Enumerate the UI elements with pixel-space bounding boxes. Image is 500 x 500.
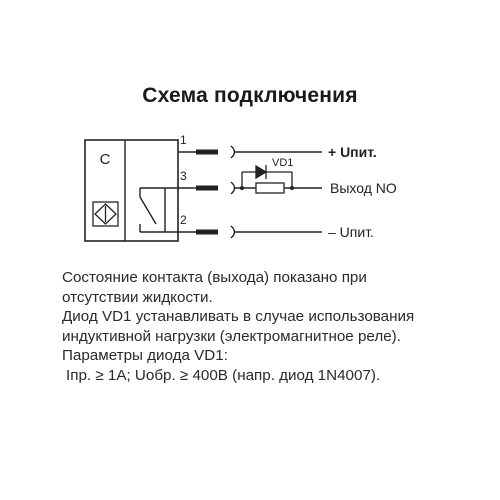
pin-2-wire <box>165 226 322 238</box>
minus-supply-label: – Uпит. <box>328 224 374 240</box>
junction-dot-left <box>240 186 244 190</box>
description-line: отсутствии жидкости. <box>62 288 213 306</box>
page-title: Схема подключения <box>142 84 358 107</box>
sensor-label: C <box>99 151 111 168</box>
pin-1-wire <box>178 146 322 158</box>
description-text <box>62 268 482 386</box>
plus-supply-label: + Uпит. <box>328 144 377 160</box>
diode-label: VD1 <box>272 157 294 169</box>
description-line: Iпр. ≥ 1А; Uобр. ≥ 400В (напр. диод 1N4007). <box>66 366 381 384</box>
pin-3-label: 3 <box>180 169 187 183</box>
description-line: Состояние контакта (выхода) показано при <box>62 269 367 286</box>
pin-2-label: 2 <box>180 213 187 227</box>
sensor-symbol-icon <box>93 202 118 226</box>
pin-1-label: 1 <box>180 133 187 147</box>
junction-dot-right <box>290 186 294 190</box>
description-line: Диод VD1 устанавливать в случае использования <box>62 308 415 326</box>
description-line: Параметры диода VD1: <box>62 347 228 365</box>
description-line: индуктивной нагрузки (электромагнитное реле). <box>62 327 401 345</box>
switch-contact-icon <box>140 188 165 232</box>
load-resistor-icon <box>256 183 284 193</box>
output-label: Выход NO <box>330 180 397 196</box>
